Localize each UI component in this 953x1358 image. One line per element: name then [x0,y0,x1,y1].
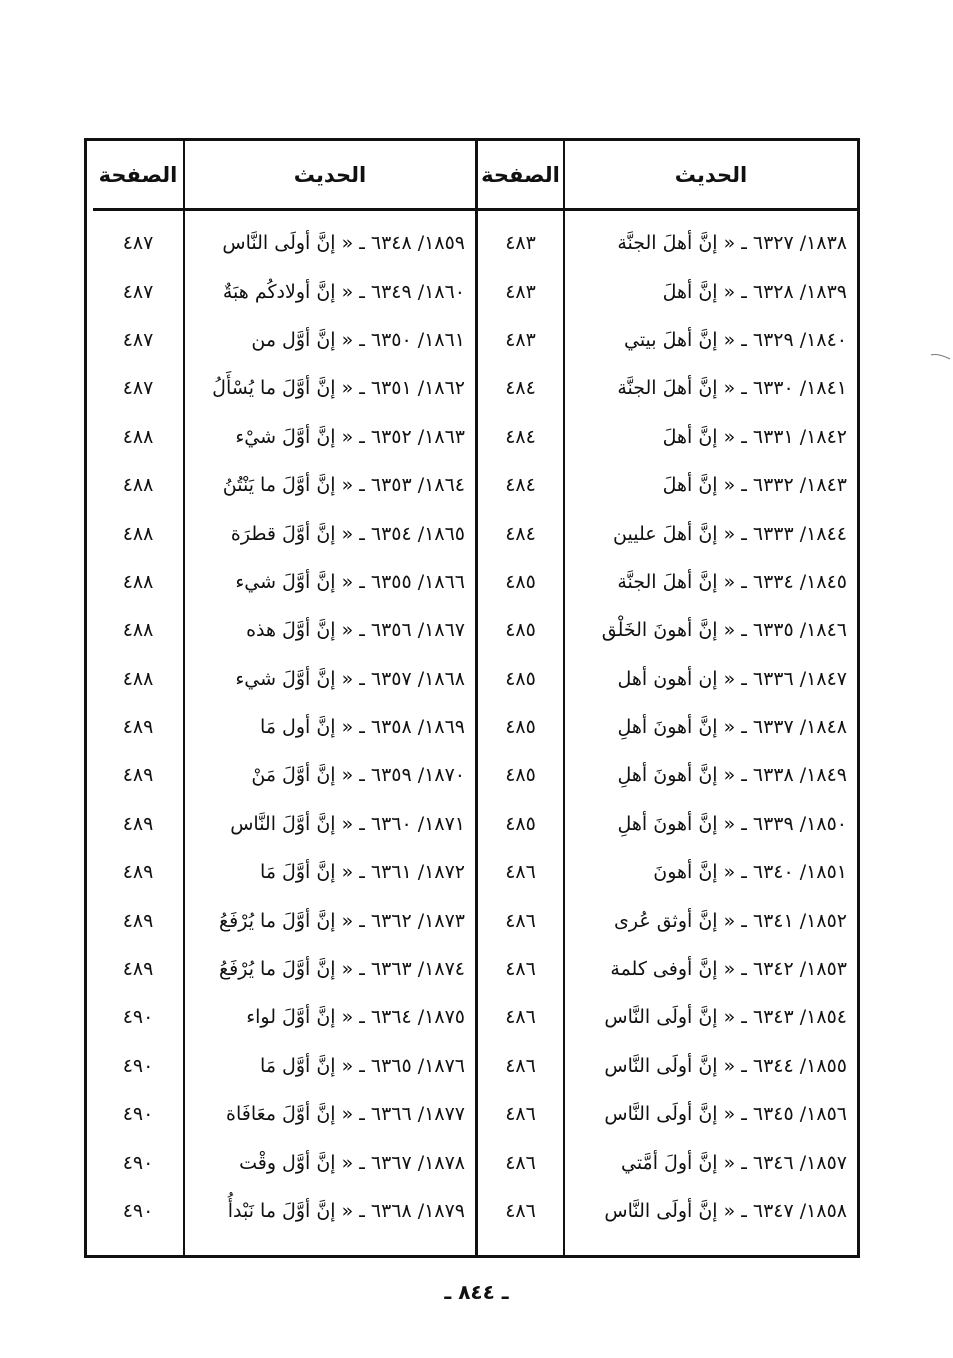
page-ref-text: ٤٨٧ [122,232,154,255]
page-ref-text: ٤٨٨ [122,474,154,497]
hadith-entry-row [185,848,475,896]
page-ref-text: ٤٨٩ [122,861,154,884]
page-ref-text: ٤٨٩ [122,764,154,787]
page-ref-row [93,364,183,412]
hadith-entry-row [565,1042,857,1090]
page-ref-text: ٤٨٣ [505,328,536,351]
hadith-entry-row [185,1187,475,1235]
page-ref-text: ٤٨٤ [505,474,536,497]
page-ref-row [93,267,183,315]
hadith-entry-text: ١٨٤٥/ ٦٣٣٤ ـ « إنَّ أهلَ الجنَّة [617,570,847,593]
hadith-entry-row [185,364,475,412]
page-ref-row [93,751,183,799]
right-page-header: الصفحة [478,141,563,211]
hadith-entry-row [185,413,475,461]
left-hadith-rows [185,211,475,1235]
page-ref-row [478,413,563,461]
page-ref-row [478,945,563,993]
page-ref-text: ٤٨٦ [505,1151,536,1174]
hadith-entry-row [185,316,475,364]
page-ref-row [478,800,563,848]
margin-mark-icon [930,352,952,362]
page-ref-row [478,1187,563,1235]
hadith-entry-row [185,461,475,509]
hadith-entry-text: ١٨٥٦/ ٦٣٤٥ ـ « إنَّ أولَى النَّاس [604,1103,847,1126]
page-ref-text: ٤٩٠ [122,1103,154,1126]
page-ref-text: ٤٩٠ [122,1006,154,1029]
hadith-entry-text: ١٨٦٧/ ٦٣٥٦ ـ « إنَّ أوَّلَ هذه [246,619,465,642]
hadith-entry-text: ١٨٧٣/ ٦٣٦٢ ـ « إنَّ أوَّلَ ما يُرْفَعُ [219,909,465,932]
hadith-index-table [84,138,860,1258]
page-ref-text: ٤٨٧ [122,377,154,400]
hadith-entry-text: ١٨٥٠/ ٦٣٣٩ ـ « إنَّ أهونَ أهلِ [617,812,847,835]
hadith-entry-row [565,800,857,848]
hadith-entry-row [185,219,475,267]
page-ref-row [478,558,563,606]
hadith-entry-text: ١٨٧٠/ ٦٣٥٩ ـ « إنَّ أوَّلَ مَنْ [251,764,465,787]
hadith-entry-row [565,219,857,267]
hadith-entry-row [185,1042,475,1090]
hadith-entry-text: ١٨٥٤/ ٦٣٤٣ ـ « إنَّ أولَى النَّاس [604,1006,847,1029]
right-page-column [475,141,563,1255]
hadith-entry-row [185,267,475,315]
hadith-entry-text: ١٨٣٩/ ٦٣٢٨ ـ « إنَّ أهلَ [662,280,847,303]
page-ref-row [478,1090,563,1138]
page-ref-text: ٤٩٠ [122,1200,154,1222]
hadith-entry-text: ١٨٤٧/ ٦٣٣٦ ـ « إن أهون أهل [617,667,847,690]
hadith-entry-row [565,461,857,509]
page-ref-text: ٤٩٠ [122,1151,154,1174]
page-ref-text: ٤٨٤ [505,377,536,400]
page-number: ـ ٨٤٤ ـ [444,1280,509,1304]
page-ref-text: ٤٨٦ [505,909,536,932]
hadith-entry-row [185,509,475,557]
hadith-entry-row [565,364,857,412]
page-ref-text: ٤٨٩ [122,958,154,981]
hadith-entry-text: ١٨٧٦/ ٦٣٦٥ ـ « إنَّ أوَّل مَا [260,1054,465,1077]
hadith-entry-row [565,1187,857,1235]
hadith-entry-text: ١٨٦٦/ ٦٣٥٥ ـ « إنَّ أوَّلَ شيء [235,570,465,593]
left-half [87,141,475,1255]
page-ref-row [478,1138,563,1186]
page-ref-row [93,558,183,606]
page-ref-row [93,509,183,557]
hadith-entry-text: ١٨٥٩/ ٦٣٤٨ ـ « إنَّ أولَى النَّاس [222,232,465,255]
hadith-entry-text: ١٨٤٠/ ٦٣٢٩ ـ « إنَّ أهلَ بيتي [623,328,847,351]
page-ref-row [478,509,563,557]
page-ref-row [93,655,183,703]
right-hadith-rows [565,211,857,1235]
hadith-entry-text: ١٨٥٢/ ٦٣٤١ ـ « إنَّ أوثق عُرى [613,909,847,932]
hadith-entry-row [565,703,857,751]
page-ref-text: ٤٨٦ [505,1200,536,1222]
right-hadith-column [563,141,857,1255]
page-ref-row [93,1138,183,1186]
page-ref-text: ٤٨٦ [505,1054,536,1077]
left-hadith-column [183,141,475,1255]
page-ref-row [478,1042,563,1090]
hadith-entry-row [565,896,857,944]
hadith-entry-text: ١٨٦١/ ٦٣٥٠ ـ « إنَّ أوَّل من [251,328,465,351]
hadith-entry-text: ١٨٧٩/ ٦٣٦٨ ـ « إنَّ أوَّلَ ما نَبْدأُ [227,1200,465,1222]
hadith-entry-text: ١٨٦٠/ ٦٣٤٩ ـ « إنَّ أولادكُم هبَةٌ [222,280,465,303]
hadith-entry-row [565,848,857,896]
hadith-entry-row [185,655,475,703]
page-ref-text: ٤٨٨ [122,667,154,690]
hadith-entry-row [565,1138,857,1186]
hadith-entry-text: ١٨٦٥/ ٦٣٥٤ ـ « إنَّ أوَّلَ قطرَة [230,522,465,545]
hadith-entry-row [185,751,475,799]
page-ref-row [478,703,563,751]
hadith-entry-text: ١٨٧٧/ ٦٣٦٦ ـ « إنَّ أوَّلَ معَافَاة [226,1103,465,1126]
hadith-entry-row [185,896,475,944]
hadith-entry-row [565,1090,857,1138]
hadith-entry-text: ١٨٤٨/ ٦٣٣٧ ـ « إنَّ أهونَ أهلِ [617,716,847,739]
hadith-entry-text: ١٨٦٣/ ٦٣٥٢ ـ « إنَّ أوَّلَ شيْء [235,425,465,448]
page-ref-text: ٤٨٩ [122,812,154,835]
page-ref-text: ٤٨٨ [122,570,154,593]
page-ref-row [478,606,563,654]
hadith-entry-row [565,606,857,654]
page-ref-text: ٤٨٥ [505,667,536,690]
page-ref-row [93,848,183,896]
hadith-entry-text: ١٨٥٥/ ٦٣٤٤ ـ « إنَّ أولَى النَّاس [604,1054,847,1077]
page-ref-text: ٤٨٥ [505,812,536,835]
page-ref-text: ٤٨٥ [505,716,536,739]
hadith-entry-row [565,413,857,461]
hadith-entry-row [565,558,857,606]
page-ref-row [93,1042,183,1090]
hadith-entry-row [185,558,475,606]
page-ref-text: ٤٨٨ [122,522,154,545]
hadith-entry-text: ١٨٥٣/ ٦٣٤٢ ـ « إنَّ أوفى كلمة [610,958,847,981]
hadith-entry-text: ١٨٧٨/ ٦٣٦٧ ـ « إنَّ أوَّل وقْت [239,1151,465,1174]
page-ref-text: ٤٨٣ [505,280,536,303]
hadith-entry-text: ١٨٧١/ ٦٣٦٠ ـ « إنَّ أوَّلَ النَّاس [230,812,465,835]
page-ref-text: ٤٩٠ [122,1054,154,1077]
hadith-entry-row [185,800,475,848]
hadith-entry-text: ١٨٤٤/ ٦٣٣٣ ـ « إنَّ أهلَ عليين [613,522,847,545]
hadith-entry-row [565,655,857,703]
page-ref-text: ٤٨٦ [505,861,536,884]
page-ref-text: ٤٨٧ [122,280,154,303]
page-ref-text: ٤٨٤ [505,425,536,448]
page-ref-text: ٤٨٦ [505,1103,536,1126]
hadith-entry-row [565,945,857,993]
page-ref-text: ٤٨٩ [122,716,154,739]
page-ref-row [93,800,183,848]
page-ref-row [93,703,183,751]
hadith-entry-text: ١٨٥١/ ٦٣٤٠ ـ « إنَّ أهونَ [653,861,847,884]
page-ref-text: ٤٨٥ [505,764,536,787]
page-ref-row [93,993,183,1041]
hadith-entry-row [565,509,857,557]
hadith-entry-text: ١٨٦٤/ ٦٣٥٣ ـ « إنَّ أوَّلَ ما يَنْتُنُ [222,474,465,497]
left-page-column [93,141,183,1255]
hadith-entry-row [185,993,475,1041]
page-ref-row [478,655,563,703]
page-ref-row [478,751,563,799]
page-ref-text: ٤٨٣ [505,232,536,255]
page-ref-row [93,1090,183,1138]
hadith-entry-row [185,606,475,654]
hadith-entry-text: ١٨٣٨/ ٦٣٢٧ ـ « إنَّ أهلَ الجنَّة [617,232,847,255]
hadith-entry-row [565,993,857,1041]
hadith-entry-row [565,267,857,315]
page-ref-row [478,219,563,267]
page-ref-row [93,413,183,461]
page-ref-text: ٤٨٦ [505,1006,536,1029]
page-ref-row [93,316,183,364]
left-page-rows [93,211,183,1235]
hadith-entry-text: ١٨٦٢/ ٦٣٥١ ـ « إنَّ أوَّلَ ما يُسْأَلُ [212,377,465,400]
hadith-entry-text: ١٨٤٢/ ٦٣٣١ ـ « إنَّ أهلَ [662,425,847,448]
page-ref-row [93,945,183,993]
right-page-rows [478,211,563,1235]
page-ref-row [478,896,563,944]
page-ref-row [93,461,183,509]
hadith-entry-row [185,703,475,751]
hadith-entry-text: ١٨٦٩/ ٦٣٥٨ ـ « إنَّ أول مَا [260,716,465,739]
right-hadith-header: الحديث [565,141,857,211]
hadith-entry-text: ١٨٤٣/ ٦٣٣٢ ـ « إنَّ أهلَ [662,474,847,497]
hadith-entry-row [185,1090,475,1138]
page-ref-row [93,896,183,944]
hadith-entry-row [185,945,475,993]
page-ref-row [478,316,563,364]
page-ref-text: ٤٨٩ [122,909,154,932]
left-hadith-header: الحديث [185,141,475,211]
page-ref-row [478,461,563,509]
hadith-entry-text: ١٨٥٧/ ٦٣٤٦ ـ « إنَّ أولَ أمَّتي [620,1151,847,1174]
hadith-entry-text: ١٨٧٢/ ٦٣٦١ ـ « إنَّ أوَّلَ مَا [260,861,465,884]
page-ref-text: ٤٨٧ [122,328,154,351]
page-ref-text: ٤٨٥ [505,570,536,593]
page-ref-row [478,993,563,1041]
hadith-entry-text: ١٨٧٥/ ٦٣٦٤ ـ « إنَّ أوَّلَ لواء [246,1006,465,1029]
page-ref-row [478,848,563,896]
page-ref-text: ٤٨٨ [122,619,154,642]
page-ref-text: ٤٨٥ [505,619,536,642]
left-page-header: الصفحة [93,141,183,211]
page-ref-row [478,267,563,315]
page-ref-text: ٤٨٤ [505,522,536,545]
page-ref-row [93,1187,183,1235]
right-half [475,141,857,1255]
page-ref-row [478,364,563,412]
hadith-entry-row [185,1138,475,1186]
hadith-entry-text: ١٨٦٨/ ٦٣٥٧ ـ « إنَّ أوَّلَ شيء [235,667,465,690]
page-ref-text: ٤٨٨ [122,425,154,448]
hadith-entry-text: ١٨٥٨/ ٦٣٤٧ ـ « إنَّ أولَى النَّاس [604,1200,847,1222]
page-ref-row [93,606,183,654]
hadith-entry-text: ١٨٤٩/ ٦٣٣٨ ـ « إنَّ أهونَ أهلِ [617,764,847,787]
hadith-entry-text: ١٨٧٤/ ٦٣٦٣ ـ « إنَّ أوَّلَ ما يُرْفَعُ [219,958,465,981]
hadith-entry-row [565,751,857,799]
hadith-entry-row [565,316,857,364]
page-ref-row [93,219,183,267]
hadith-entry-text: ١٨٤١/ ٦٣٣٠ ـ « إنَّ أهلَ الجنَّة [617,377,847,400]
page-ref-text: ٤٨٦ [505,958,536,981]
hadith-entry-text: ١٨٤٦/ ٦٣٣٥ ـ « إنَّ أهونَ الخَلْق [601,619,847,642]
